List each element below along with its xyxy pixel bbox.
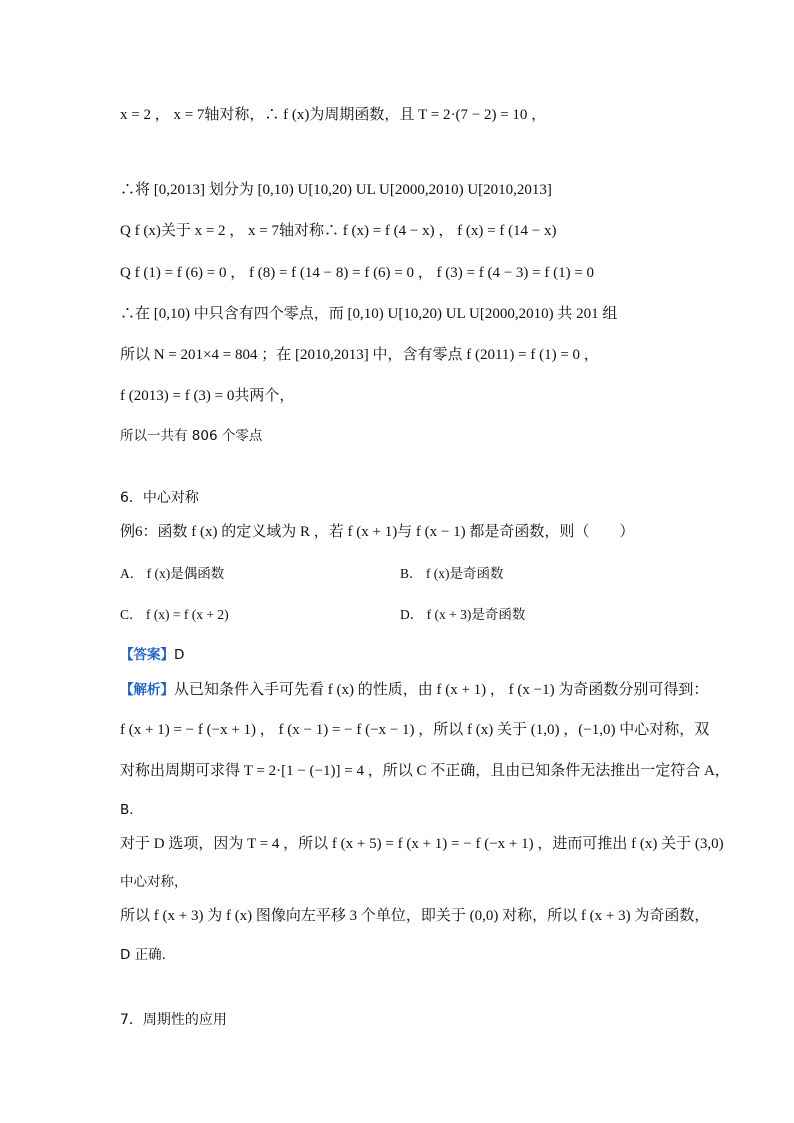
analysis-line-5: 对于 D 选项，因为 T = 4 ，所以 f (x + 5) = f (x + 1) = − f (−x + 1) ，进而可推出 f (x) 关于 (3,0) [120,836,724,852]
solution-line-6: 所以 N = 201×4 = 804 ；在 [2010,2013] 中，含有零点 f (2011) = f (1) = 0 ， [120,347,599,363]
option-d: D． f (x + 3)是奇函数 [400,607,526,622]
solution-line-4: Q f (1) = f (6) = 0 ， f (8) = f (14 − 8) = f (6) = 0 ， f (3) = f (4 − 3) = f (1) = 0 [120,265,595,281]
analysis-line-4: B． [120,802,143,818]
option-c: C． f (x) = f (x + 2) [120,607,229,622]
analysis-line-6: 中心对称， [120,874,188,890]
solution-line-7: f (2013) = f (3) = 0共两个， [120,388,295,404]
analysis-line-1 [120,680,754,700]
section-6-heading: 6．中心对称 [120,490,199,506]
answer-tag: 【答案】 [120,647,174,663]
solution-line-5: ∴在 [0,10) 中只含有四个零点，而 [0,10) U[10,20) UL U[2000,2010) 共 201 组 [120,306,618,322]
answer-value: D [174,647,185,663]
solution-line-1: x = 2 ， x = 7轴对称，∴ f (x)为周期函数，且 T = 2·(7 − 2) = 10 ， [120,107,547,123]
option-a: A． f (x)是偶函数 [120,566,225,581]
solution-line-8: 所以一共有 806 个零点 [120,428,263,444]
section-7-heading: 7．周期性的应用 [120,1012,227,1028]
solution-line-3: Q f (x)关于 x = 2 ， x = 7轴对称∴ f (x) = f (4 − x) ， f (x) = f (14 − x) [120,223,557,239]
analysis-tag: 【解析】 [120,682,174,698]
analysis-line-7: 所以 f (x + 3) 为 f (x) 图像向左平移 3 个单位，即关于 (0,0) 对称，所以 f (x + 3) 为奇函数， [120,908,710,924]
answer-line [120,645,754,665]
analysis-line-2: f (x + 1) = − f (−x + 1) ， f (x − 1) = − f (−x − 1) ，所以 f (x) 关于 (1,0) ，(−1,0) 中心对称，双 [120,722,710,738]
analysis-line-8: D 正确． [120,947,176,963]
example-6-question: 例6：函数 f (x) 的定义域为 R ，若 f (x + 1)与 f (x − 1) 都是奇函数，则（ ） [120,524,635,540]
solution-line-2: ∴将 [0,2013] 划分为 [0,10) U[10,20) UL U[2000,2010) U[2010,2013] [120,182,552,198]
analysis-line-3: 对称出周期可求得 T = 2·[1 − (−1)] = 4 ，所以 C 不正确，且由已知条件无法推出一定符合 A， [120,763,730,779]
option-b: B． f (x)是奇函数 [400,566,504,581]
analysis-text-1: 从已知条件入手可先看 f (x) 的性质，由 f (x + 1) ， f (x −1) 为奇函数分别可得到： [174,682,709,698]
